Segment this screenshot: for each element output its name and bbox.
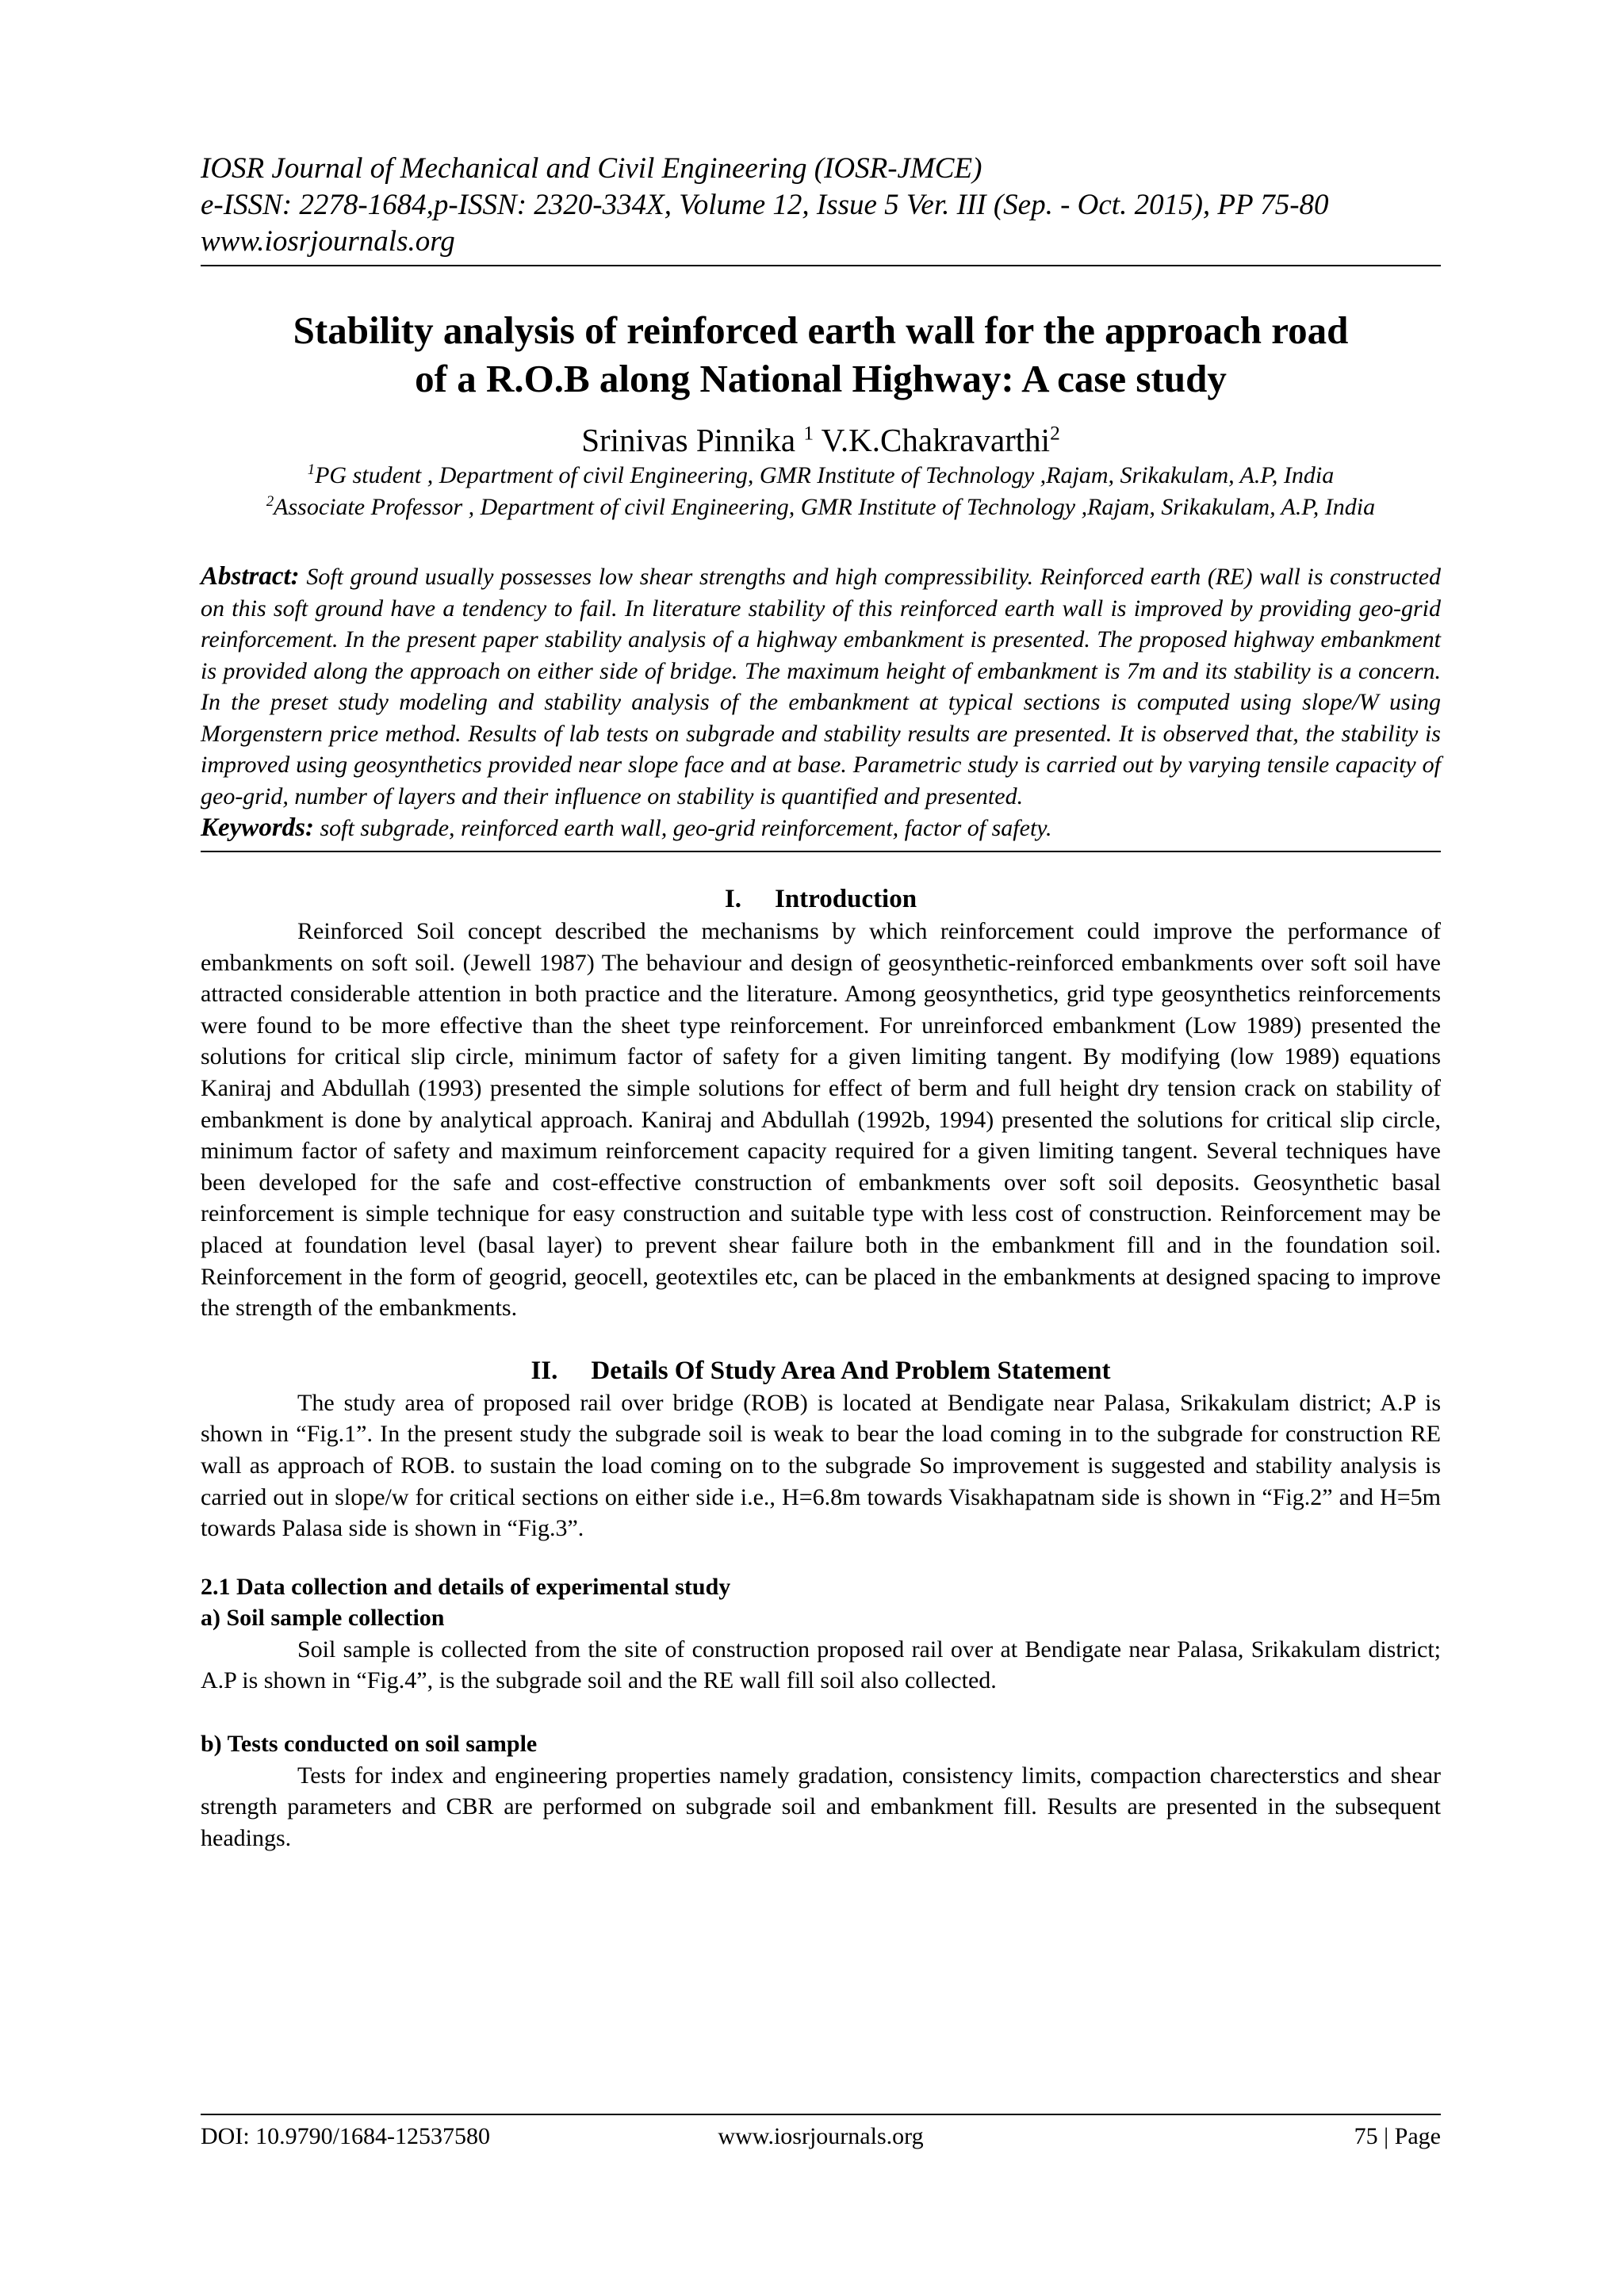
abstract-rule [201,851,1441,852]
keywords-label: Keywords: [201,813,314,842]
footer-website: www.iosrjournals.org [718,2123,924,2149]
footer-page-number: 75 | Page [1354,2123,1441,2149]
author-list: Srinivas Pinnika $^1$ V.K.Chakravarthi$^2$ [581,422,1060,458]
affiliation-2: $^2$Associate Professor , Department of civil Engineering, GMR Institute of Technology ,Rajam, Srikakulam, A.P, India [266,493,1376,520]
affiliation-1: $^1$PG student , Department of civil Engineering, GMR Institute of Technology ,Rajam, Srikakulam, A.P, India [307,461,1335,488]
author-1: Srinivas Pinnika [581,422,796,458]
header-rule [201,265,1441,266]
soil-sample-paragraph: Soil sample is collected from the site of construction proposed rail over at Bendigate near Palasa, Srikakulam district; A.P is shown in “Fig.4”, is the subgrade soil and the RE wall fill soil also collected. [201,1636,1441,1694]
introduction-paragraph: Reinforced Soil concept described the mechanisms by which reinforcement could improve the performance of embankments on soft soil. (Jewell 1987) The behaviour and design of geosynthetic-reinforced embankments over soft soil have attracted considerable attention in both practice and the literature. Among geosynthetics, grid type geosynthetics reinforcements were found to be more effective than the sheet type reinforcement. For unreinforced embankment (Low 1989) presented the solutions for critical slip circle, minimum factor of safety for a given limiting tangent. By modifying (low 1989) equations Kaniraj and Abdullah (1993) presented the simple solutions for effect of berm and full height dry tension crack on stability of embankment is done by analytical approach. Kaniraj and Abdullah (1992b, 1994) presented the solutions for critical slip circle, minimum factor of safety and maximum reinforcement capacity required for a given limiting tangent. Several techniques have been developed for the safe and cost-effective construction of embankments over soft soil deposits. Geosynthetic basal reinforcement is simple technique for easy construction and suitable type with less cost of construction. Reinforcement may be placed at foundation level (basal layer) to prevent shear failure both in the embankment fill and in the foundation soil. Reinforcement in the form of geogrid, geocell, geotextiles etc, can be placed in the embankments at designed spacing to improve the strength of the embankments. [201,918,1441,1322]
keywords [201,812,1441,851]
subsection-heading-data-collection: 2.1 Data collection and details of experimental study [201,1573,731,1600]
study-area-paragraph: The study area of proposed rail over bridge (ROB) is located at Bendigate near Palasa, Srikakulam district; A.P is shown in “Fig.1”. In the present study the subgrade soil is weak to bear the load coming in to the subgrade for construction RE wall as approach of ROB. to sustain the load coming on to the subgrade So improvement is suggested and stability analysis is carried out in slope/w for critical sections on either side i.e., H=6.8m towards Visakhapatnam side is shown in “Fig.2” and H=5m towards Palasa side is shown in “Fig.3”. [201,1389,1441,1542]
section-heading-introduction: I. Introduction [724,885,917,913]
author-2: V.K.Chakravarthi [821,422,1051,458]
tests-paragraph: Tests for index and engineering properties namely gradation, consistency limits, compaction charecterstics and shear strength parameters and CBR are performed on subgrade soil and embankment fill. Results are presented in the subsequent headings. [201,1762,1441,1851]
keywords-text: soft subgrade, reinforced earth wall, geo-grid reinforcement, factor of safety. [320,815,1052,841]
journal-website: www.iosrjournals.org [201,225,455,258]
page-footer [201,2114,1441,2149]
section-heading-study-area: II. Details Of Study Area And Problem Statement [530,1356,1111,1385]
paper-title: Stability analysis of reinforced earth wall for the approach road of a R.O.B along National Highway: A case study [293,308,1349,400]
footer-doi: DOI: 10.9790/1684-12537580 [201,2123,490,2149]
abstract-text: Soft ground usually possesses low shear strengths and high compressibility. Reinforced earth (RE) wall is constructed on this soft ground have a tendency to fail. In literature stability of this reinforced earth wall is improved by providing geo-grid reinforcement. In the present paper stability analysis of a highway embankment is presented. The proposed highway embankment is provided along the approach on either side of bridge. The maximum height of embankment is 7m and its stability is a concern. In the preset study modeling and stability analysis of the embankment at typical sections is computed using slope/W using Morgenstern price method. Results of lab tests on subgrade and stability results are presented. It is observed that, the stability is improved using geosynthetics provided near slope face and at base. Parametric study is carried out by varying tensile capacity of geo-grid, number of layers and their influence on stability is quantified and presented. [201,564,1442,809]
subsection-heading-soil-sample: a) Soil sample collection [201,1605,445,1632]
journal-issn: e-ISSN: 2278-1684,p-ISSN: 2320-334X, Volume 12, Issue 5 Ver. III (Sep. - Oct. 2015), PP 75-80 [201,189,1329,221]
abstract [201,561,1441,812]
journal-name: IOSR Journal of Mechanical and Civil Engineering (IOSR-JMCE) [201,152,982,185]
paper-page [201,151,1441,1854]
journal-header [201,151,1441,260]
subsection-heading-tests: b) Tests conducted on soil sample [201,1731,538,1758]
abstract-label: Abstract: [201,562,300,591]
